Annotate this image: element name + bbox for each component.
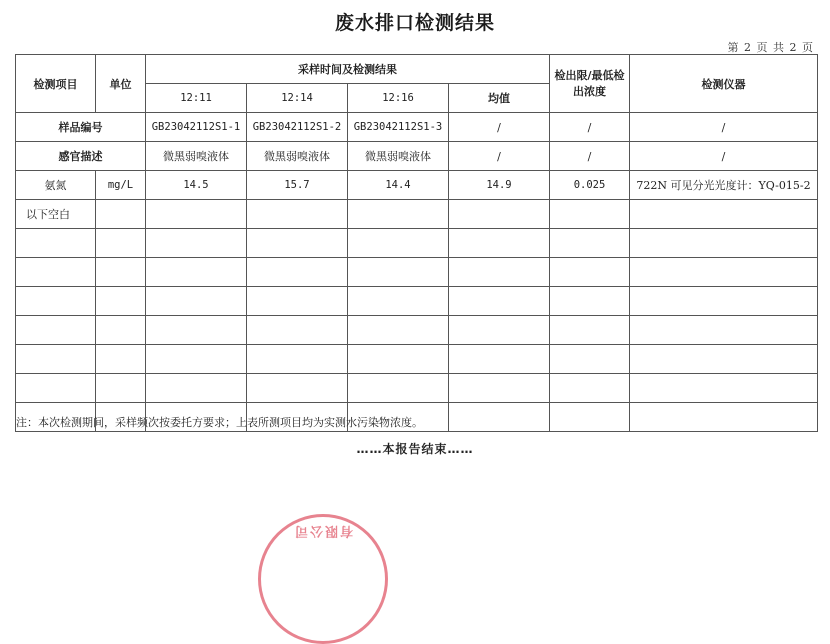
cell-description-instrument: / (630, 142, 818, 171)
header-instrument: 检测仪器 (630, 55, 818, 113)
header-unit: 单位 (96, 55, 146, 113)
blank-marker: 以下空白 (16, 200, 96, 229)
cell-ammonia-average: 14.9 (449, 171, 550, 200)
cell-ammonia-unit: mg/L (96, 171, 146, 200)
header-row-1 (16, 55, 818, 84)
empty-row (16, 287, 818, 316)
row-label-description: 感官描述 (16, 142, 146, 171)
cell-description-2: 微黑弱嗅液体 (247, 142, 348, 171)
cell-ammonia-3: 14.4 (348, 171, 449, 200)
row-label-ammonia: 氨氮 (16, 171, 96, 200)
cell-ammonia-limit: 0.025 (550, 171, 630, 200)
header-detection-limit: 检出限/最低检出浓度 (550, 55, 630, 113)
cell-sample-id-2: GB23042112S1-2 (247, 113, 348, 142)
document-title: 废水排口检测结果 (334, 12, 495, 34)
cell-description-average: / (449, 142, 550, 171)
end-of-report: ……本报告结束…… (356, 442, 474, 456)
cell-sample-id-limit: / (550, 113, 630, 142)
header-time-1: 12:11 (146, 84, 247, 113)
page-info: 第 2 页 共 2 页 (727, 41, 814, 54)
cell-ammonia-instrument: 722N 可见分光光度计：YQ-015-2 (630, 171, 818, 200)
header-sampling-group: 采样时间及检测结果 (146, 55, 550, 84)
seal-text: 有限公司 (293, 523, 354, 538)
cell-sample-id-3: GB23042112S1-3 (348, 113, 449, 142)
row-label-sample-id: 样品编号 (16, 113, 146, 142)
header-time-2: 12:14 (247, 84, 348, 113)
empty-row (16, 229, 818, 258)
header-time-3: 12:16 (348, 84, 449, 113)
cell-description-1: 微黑弱嗅液体 (146, 142, 247, 171)
cell-description-3: 微黑弱嗅液体 (348, 142, 449, 171)
empty-row (16, 316, 818, 345)
empty-row (16, 345, 818, 374)
cell-ammonia-2: 15.7 (247, 171, 348, 200)
table-row (16, 171, 818, 200)
table-row (16, 200, 818, 229)
company-seal-stamp (258, 514, 388, 644)
empty-row (16, 374, 818, 403)
table-row (16, 113, 818, 142)
cell-ammonia-1: 14.5 (146, 171, 247, 200)
footnote: 注：本次检测期间，采样频次按委托方要求；上表所测项目均为实测水污染物浓度。 (16, 416, 423, 429)
empty-row (16, 258, 818, 287)
header-item: 检测项目 (16, 55, 96, 113)
cell-sample-id-average: / (449, 113, 550, 142)
cell-description-limit: / (550, 142, 630, 171)
header-average: 均值 (449, 84, 550, 113)
cell-sample-id-instrument: / (630, 113, 818, 142)
cell-sample-id-1: GB23042112S1-1 (146, 113, 247, 142)
table-row (16, 142, 818, 171)
results-table (15, 54, 818, 432)
